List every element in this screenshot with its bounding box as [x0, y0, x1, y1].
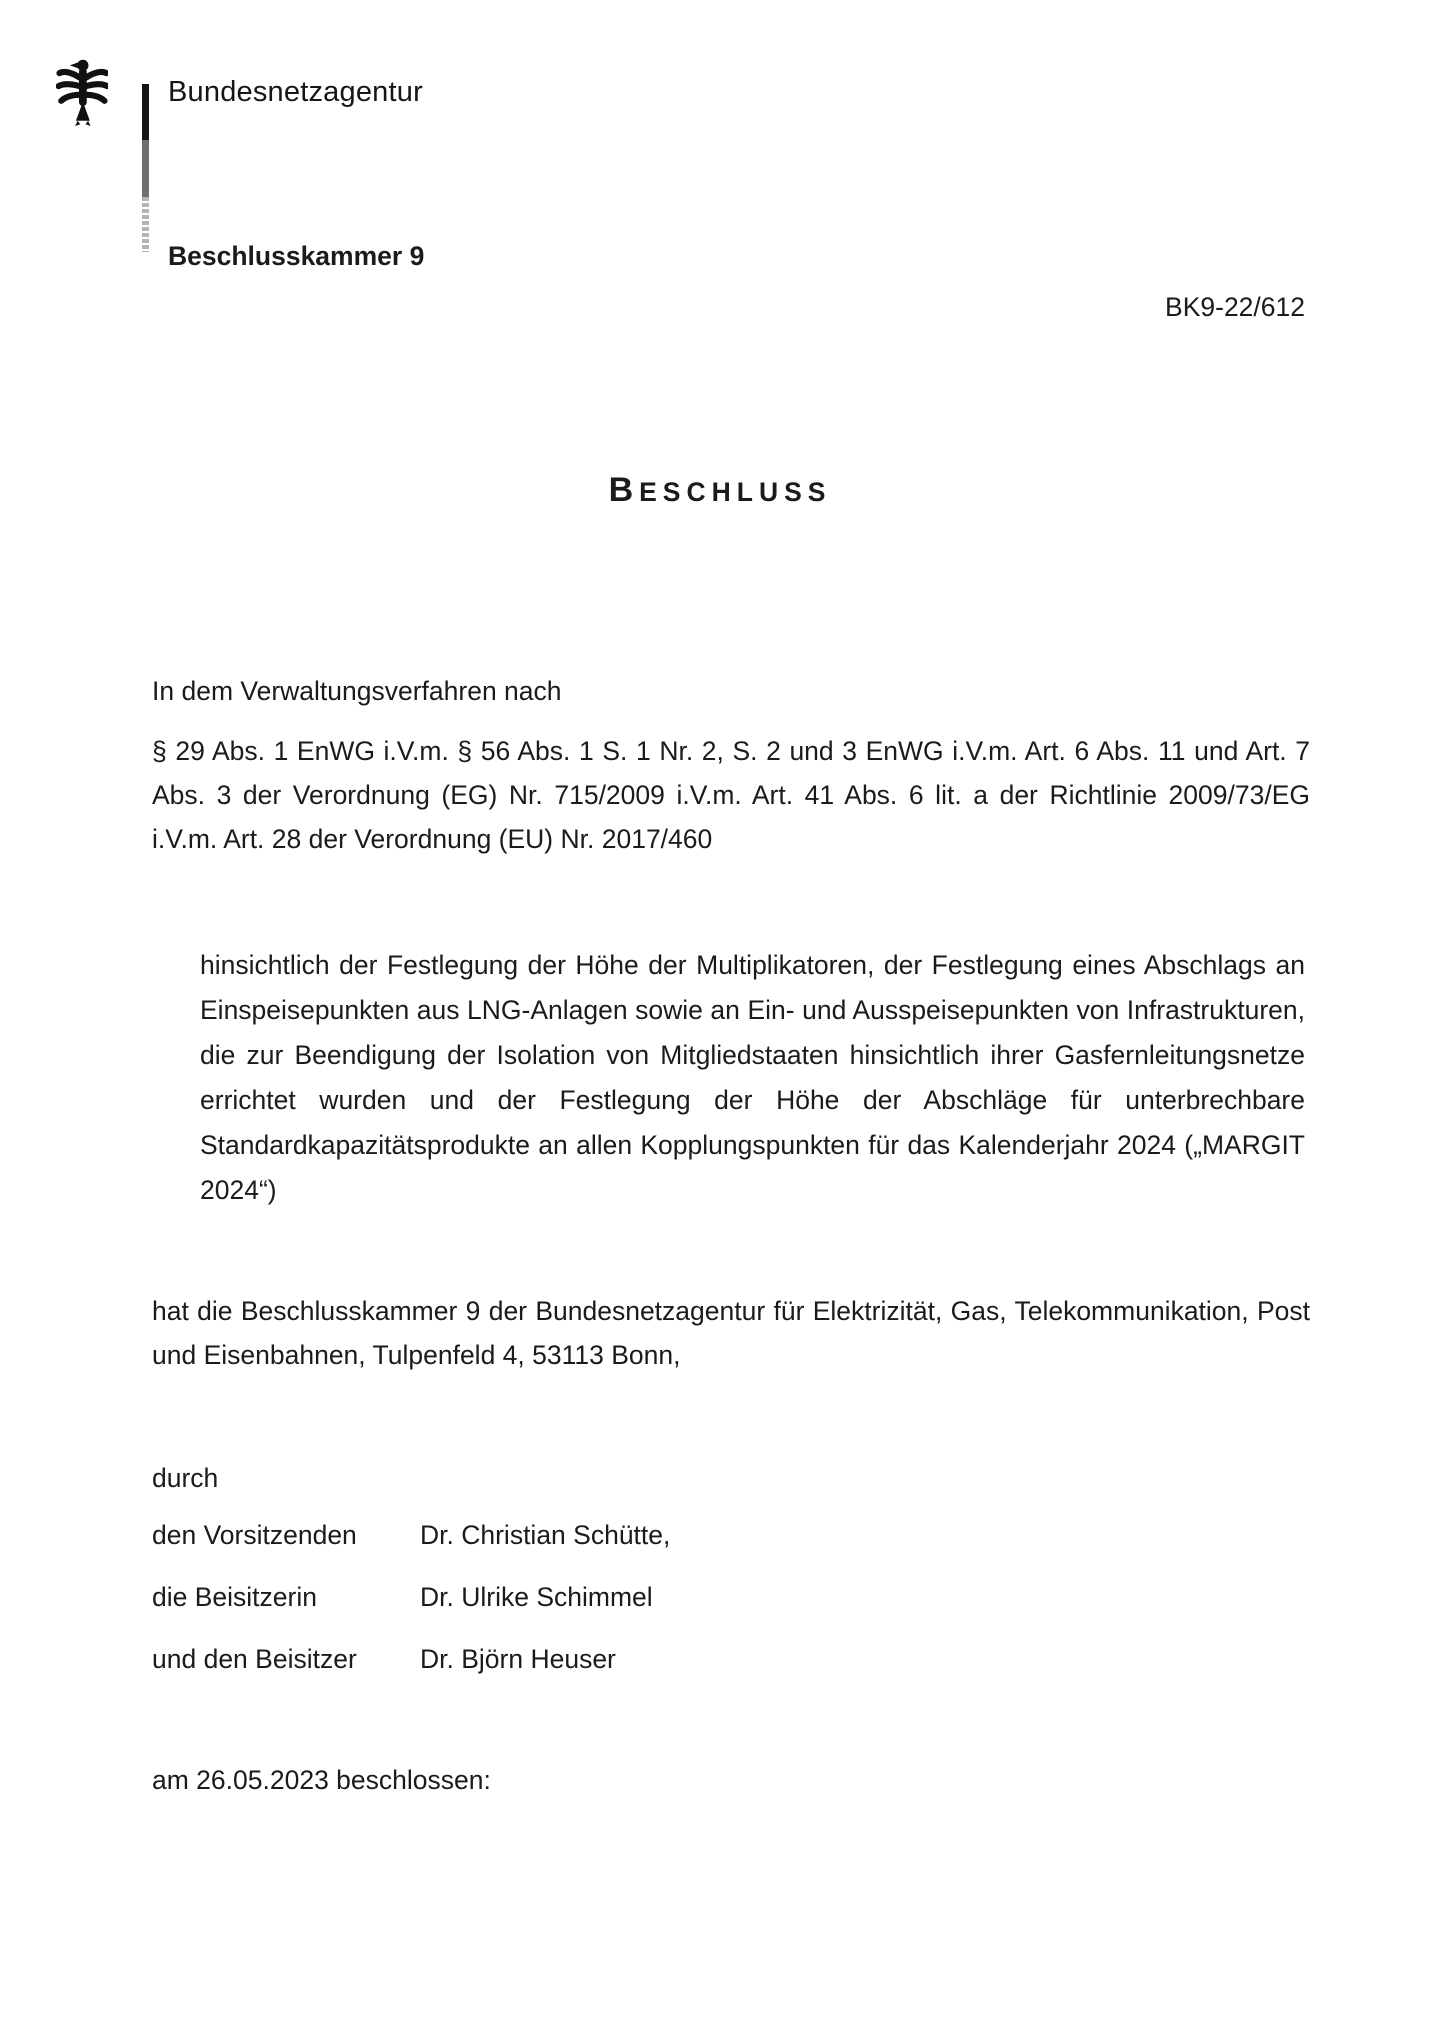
case-number: BK9-22/612: [1165, 292, 1305, 322]
document-title: [0, 471, 1440, 510]
document-title-initial: B: [608, 471, 640, 509]
logo-divider-bar: [142, 84, 149, 252]
paragraph-durch: durch: [152, 1463, 219, 1493]
chamber-name: Beschlusskammer 9: [168, 241, 425, 271]
member-name: Dr. Björn Heuser: [420, 1644, 616, 1674]
member-name: Dr. Christian Schütte,: [420, 1520, 671, 1550]
document-title-rest: ESCHLUSS: [639, 477, 832, 507]
logo-bar-segment-black: [142, 84, 149, 140]
member-row: [152, 1513, 1310, 1557]
agency-name: Bundesnetzagentur: [168, 76, 423, 108]
paragraph-subject: hinsichtlich der Festlegung der Höhe der Multiplikatoren, der Festlegung eines Abschlags an Einspeisepunkten aus LNG-Anlagen sowie an Ein- und Ausspeisepunkten von Infrastrukturen, die zur Beendigung der Isolation von Mitgliedstaaten hinsichtlich ihrer Gasfernleitungsnetze errichtet wurden und der Festlegung der Höhe der Abschläge für unterbrechbare Standardkapazitätsprodukte an allen Kopplungspunkten für das Kalenderjahr 2024 („MARGIT 2024“): [200, 950, 1305, 1205]
paragraph-chamber-statement: hat die Beschlusskammer 9 der Bundesnetzagentur für Elektrizität, Gas, Telekommunikation, Post und Eisenbahnen, Tulpenfeld 4, 53113 Bonn,: [152, 1296, 1310, 1370]
member-name: Dr. Ulrike Schimmel: [420, 1582, 653, 1612]
members-list: [152, 1513, 1310, 1699]
member-role: die Beisitzerin: [152, 1582, 317, 1612]
logo-bar-segment-gray: [142, 140, 149, 197]
member-role: und den Beisitzer: [152, 1644, 357, 1674]
federal-eagle-icon: [56, 56, 108, 144]
paragraph-intro: In dem Verwaltungsverfahren nach: [152, 676, 562, 706]
member-row: [152, 1575, 1310, 1619]
logo-bar-segment-hatched: [142, 197, 149, 252]
member-row: [152, 1637, 1310, 1681]
member-role: den Vorsitzenden: [152, 1520, 357, 1550]
paragraph-decided-on: am 26.05.2023 beschlossen:: [152, 1765, 491, 1795]
paragraph-legal-basis: § 29 Abs. 1 EnWG i.V.m. § 56 Abs. 1 S. 1 Nr. 2, S. 2 und 3 EnWG i.V.m. Art. 6 Abs. 11 und Art. 7 Abs. 3 der Verordnung (EG) Nr. 715/2009 i.V.m. Art. 41 Abs. 6 lit. a der Richtlinie 2009/73/EG i.V.m. Art. 28 der Verordnung (EU) Nr. 2017/460: [152, 736, 1310, 854]
